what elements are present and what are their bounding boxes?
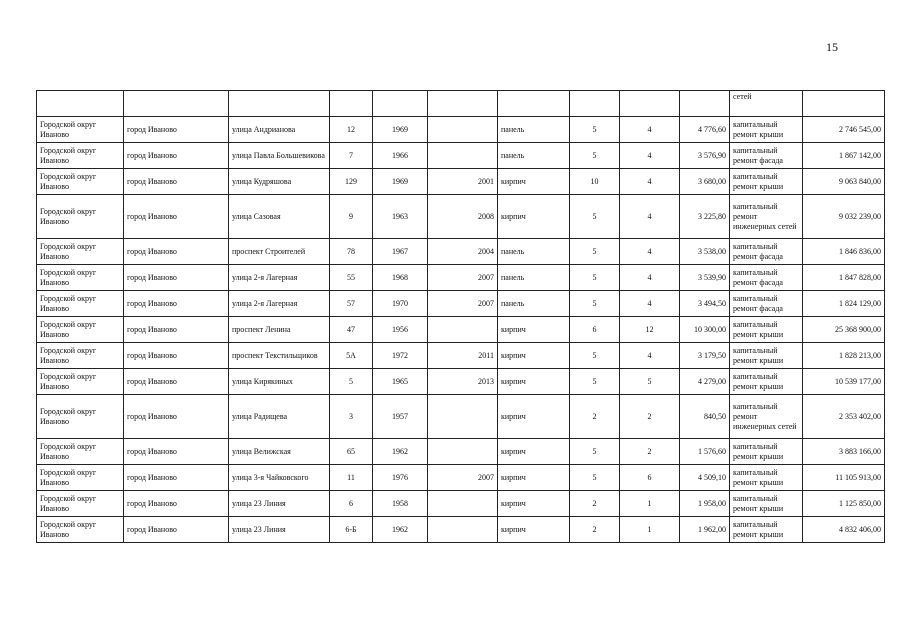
entrances-cell: 2 xyxy=(620,439,680,465)
floors-cell: 5 xyxy=(570,265,620,291)
entrances-cell: 4 xyxy=(620,143,680,169)
work-type-cell: капитальный ремонт крыши xyxy=(730,439,803,465)
street-cell: улица Кудряшова xyxy=(229,169,330,195)
reconstruction-year-cell xyxy=(428,491,498,517)
work-type-cell: капитальный ремонт фасада xyxy=(730,143,803,169)
table-row xyxy=(37,465,885,491)
area-cell: 4 279,00 xyxy=(680,369,730,395)
street-cell: улица 23 Линия xyxy=(229,491,330,517)
cost-cell: 1 125 850,00 xyxy=(803,491,885,517)
table-row xyxy=(37,169,885,195)
area-cell: 3 179,50 xyxy=(680,343,730,369)
area-cell: 1 962,00 xyxy=(680,517,730,543)
cost-cell: 1 867 142,00 xyxy=(803,143,885,169)
house-number-cell: 47 xyxy=(330,317,373,343)
settlement-cell: город Иваново xyxy=(124,465,229,491)
cost-cell xyxy=(803,91,885,117)
wall-material-cell: кирпич xyxy=(498,343,570,369)
cost-cell: 4 832 406,00 xyxy=(803,517,885,543)
municipality-cell: Городской округ Иваново xyxy=(37,239,124,265)
table-row xyxy=(37,239,885,265)
cost-cell: 3 883 166,00 xyxy=(803,439,885,465)
street-cell: улица 2-я Лагерная xyxy=(229,265,330,291)
settlement-cell: город Иваново xyxy=(124,143,229,169)
table-row xyxy=(37,491,885,517)
municipality-cell: Городской округ Иваново xyxy=(37,517,124,543)
wall-material-cell: кирпич xyxy=(498,465,570,491)
table-row xyxy=(37,265,885,291)
built-year-cell: 1958 xyxy=(373,491,428,517)
work-type-cell: капитальный ремонт фасада xyxy=(730,291,803,317)
work-type-cell: капитальный ремонт фасада xyxy=(730,239,803,265)
reconstruction-year-cell: 2001 xyxy=(428,169,498,195)
house-number-cell: 55 xyxy=(330,265,373,291)
entrances-cell: 1 xyxy=(620,491,680,517)
wall-material-cell: панель xyxy=(498,265,570,291)
cost-cell: 10 539 177,00 xyxy=(803,369,885,395)
area-cell: 3 494,50 xyxy=(680,291,730,317)
municipality-cell: Городской округ Иваново xyxy=(37,491,124,517)
entrances-cell: 4 xyxy=(620,195,680,239)
reconstruction-year-cell xyxy=(428,117,498,143)
floors-cell: 5 xyxy=(570,143,620,169)
floors-cell: 2 xyxy=(570,395,620,439)
area-cell: 3 225,80 xyxy=(680,195,730,239)
built-year-cell: 1969 xyxy=(373,117,428,143)
street-cell: улица 3-я Чайковского xyxy=(229,465,330,491)
built-year-cell: 1963 xyxy=(373,195,428,239)
floors-cell: 6 xyxy=(570,317,620,343)
cost-cell: 1 828 213,00 xyxy=(803,343,885,369)
work-type-cell: капитальный ремонт фасада xyxy=(730,265,803,291)
settlement-cell: город Иваново xyxy=(124,395,229,439)
area-cell: 3 539,90 xyxy=(680,265,730,291)
work-type-cell: капитальный ремонт крыши xyxy=(730,117,803,143)
area-cell: 840,50 xyxy=(680,395,730,439)
work-type-cell: капитальный ремонт крыши xyxy=(730,465,803,491)
entrances-cell xyxy=(620,91,680,117)
floors-cell: 5 xyxy=(570,465,620,491)
wall-material-cell: панель xyxy=(498,291,570,317)
continuation-row xyxy=(37,91,885,117)
floors-cell: 2 xyxy=(570,491,620,517)
floors-cell: 5 xyxy=(570,291,620,317)
built-year-cell: 1967 xyxy=(373,239,428,265)
work-type-cell: капитальный ремонт инженерных сетей xyxy=(730,195,803,239)
floors-cell: 5 xyxy=(570,343,620,369)
reconstruction-year-cell xyxy=(428,91,498,117)
settlement-cell: город Иваново xyxy=(124,169,229,195)
work-type-cell: капитальный ремонт крыши xyxy=(730,343,803,369)
work-type-cell: сетей xyxy=(730,91,803,117)
reconstruction-year-cell xyxy=(428,395,498,439)
cost-cell: 1 824 129,00 xyxy=(803,291,885,317)
municipality-cell: Городской округ Иваново xyxy=(37,369,124,395)
cost-cell: 9 032 239,00 xyxy=(803,195,885,239)
work-type-cell: капитальный ремонт крыши xyxy=(730,169,803,195)
municipality-cell: Городской округ Иваново xyxy=(37,169,124,195)
house-number-cell: 65 xyxy=(330,439,373,465)
municipality-cell: Городской округ Иваново xyxy=(37,195,124,239)
floors-cell: 5 xyxy=(570,117,620,143)
municipality-cell xyxy=(37,91,124,117)
entrances-cell: 6 xyxy=(620,465,680,491)
built-year-cell: 1956 xyxy=(373,317,428,343)
work-type-cell: капитальный ремонт крыши xyxy=(730,517,803,543)
wall-material-cell: панель xyxy=(498,117,570,143)
street-cell: улица 2-я Лагерная xyxy=(229,291,330,317)
municipality-cell: Городской округ Иваново xyxy=(37,117,124,143)
house-number-cell: 3 xyxy=(330,395,373,439)
house-number-cell: 57 xyxy=(330,291,373,317)
settlement-cell: город Иваново xyxy=(124,439,229,465)
table-row xyxy=(37,343,885,369)
street-cell: улица Павла Большевикова xyxy=(229,143,330,169)
table-body xyxy=(37,91,885,543)
cost-cell: 9 063 840,00 xyxy=(803,169,885,195)
street-cell: проспект Текстильщиков xyxy=(229,343,330,369)
entrances-cell: 4 xyxy=(620,169,680,195)
cost-cell: 2 353 402,00 xyxy=(803,395,885,439)
municipality-cell: Городской округ Иваново xyxy=(37,143,124,169)
reconstruction-year-cell xyxy=(428,143,498,169)
wall-material-cell: кирпич xyxy=(498,317,570,343)
house-number-cell: 6 xyxy=(330,491,373,517)
cost-cell: 1 847 828,00 xyxy=(803,265,885,291)
table-row xyxy=(37,317,885,343)
settlement-cell: город Иваново xyxy=(124,291,229,317)
reconstruction-year-cell: 2004 xyxy=(428,239,498,265)
built-year-cell: 1962 xyxy=(373,439,428,465)
area-cell: 3 576,90 xyxy=(680,143,730,169)
built-year-cell: 1966 xyxy=(373,143,428,169)
wall-material-cell xyxy=(498,91,570,117)
house-number-cell: 6-Б xyxy=(330,517,373,543)
entrances-cell: 5 xyxy=(620,369,680,395)
area-cell: 3 538,00 xyxy=(680,239,730,265)
built-year-cell: 1972 xyxy=(373,343,428,369)
cost-cell: 25 368 900,00 xyxy=(803,317,885,343)
table-row xyxy=(37,195,885,239)
house-number-cell: 78 xyxy=(330,239,373,265)
wall-material-cell: кирпич xyxy=(498,395,570,439)
street-cell: проспект Ленина xyxy=(229,317,330,343)
wall-material-cell: панель xyxy=(498,239,570,265)
built-year-cell: 1968 xyxy=(373,265,428,291)
wall-material-cell: кирпич xyxy=(498,169,570,195)
house-number-cell: 5А xyxy=(330,343,373,369)
housing-repair-table xyxy=(36,90,885,543)
table-row xyxy=(37,395,885,439)
area-cell: 1 576,60 xyxy=(680,439,730,465)
settlement-cell: город Иваново xyxy=(124,491,229,517)
floors-cell: 5 xyxy=(570,239,620,265)
built-year-cell xyxy=(373,91,428,117)
wall-material-cell: кирпич xyxy=(498,517,570,543)
reconstruction-year-cell: 2011 xyxy=(428,343,498,369)
house-number-cell xyxy=(330,91,373,117)
entrances-cell: 1 xyxy=(620,517,680,543)
built-year-cell: 1976 xyxy=(373,465,428,491)
settlement-cell xyxy=(124,91,229,117)
street-cell: проспект Строителей xyxy=(229,239,330,265)
municipality-cell: Городской округ Иваново xyxy=(37,291,124,317)
floors-cell: 5 xyxy=(570,439,620,465)
reconstruction-year-cell: 2007 xyxy=(428,465,498,491)
settlement-cell: город Иваново xyxy=(124,317,229,343)
reconstruction-year-cell xyxy=(428,439,498,465)
wall-material-cell: кирпич xyxy=(498,369,570,395)
floors-cell xyxy=(570,91,620,117)
wall-material-cell: кирпич xyxy=(498,195,570,239)
settlement-cell: город Иваново xyxy=(124,239,229,265)
municipality-cell: Городской округ Иваново xyxy=(37,343,124,369)
settlement-cell: город Иваново xyxy=(124,343,229,369)
settlement-cell: город Иваново xyxy=(124,265,229,291)
built-year-cell: 1962 xyxy=(373,517,428,543)
reconstruction-year-cell xyxy=(428,517,498,543)
work-type-cell: капитальный ремонт крыши xyxy=(730,369,803,395)
table-row xyxy=(37,117,885,143)
house-number-cell: 129 xyxy=(330,169,373,195)
entrances-cell: 12 xyxy=(620,317,680,343)
municipality-cell: Городской округ Иваново xyxy=(37,465,124,491)
table-row xyxy=(37,143,885,169)
built-year-cell: 1957 xyxy=(373,395,428,439)
reconstruction-year-cell: 2007 xyxy=(428,265,498,291)
street-cell: улица Кирякиных xyxy=(229,369,330,395)
municipality-cell: Городской округ Иваново xyxy=(37,439,124,465)
area-cell: 10 300,00 xyxy=(680,317,730,343)
work-type-cell: капитальный ремонт крыши xyxy=(730,491,803,517)
cost-cell: 2 746 545,00 xyxy=(803,117,885,143)
reconstruction-year-cell: 2008 xyxy=(428,195,498,239)
settlement-cell: город Иваново xyxy=(124,117,229,143)
floors-cell: 5 xyxy=(570,369,620,395)
entrances-cell: 4 xyxy=(620,117,680,143)
settlement-cell: город Иваново xyxy=(124,369,229,395)
entrances-cell: 4 xyxy=(620,343,680,369)
house-number-cell: 7 xyxy=(330,143,373,169)
municipality-cell: Городской округ Иваново xyxy=(37,265,124,291)
street-cell: улица Велижская xyxy=(229,439,330,465)
house-number-cell: 9 xyxy=(330,195,373,239)
house-number-cell: 12 xyxy=(330,117,373,143)
reconstruction-year-cell: 2007 xyxy=(428,291,498,317)
entrances-cell: 4 xyxy=(620,265,680,291)
wall-material-cell: кирпич xyxy=(498,439,570,465)
floors-cell: 2 xyxy=(570,517,620,543)
reconstruction-year-cell xyxy=(428,317,498,343)
floors-cell: 10 xyxy=(570,169,620,195)
street-cell: улица Радищева xyxy=(229,395,330,439)
cost-cell: 11 105 913,00 xyxy=(803,465,885,491)
cost-cell: 1 846 836,00 xyxy=(803,239,885,265)
municipality-cell: Городской округ Иваново xyxy=(37,395,124,439)
reconstruction-year-cell: 2013 xyxy=(428,369,498,395)
table-row xyxy=(37,291,885,317)
work-type-cell: капитальный ремонт инженерных сетей xyxy=(730,395,803,439)
settlement-cell: город Иваново xyxy=(124,517,229,543)
area-cell: 3 680,00 xyxy=(680,169,730,195)
street-cell xyxy=(229,91,330,117)
municipality-cell: Городской округ Иваново xyxy=(37,317,124,343)
street-cell: улица Андрианова xyxy=(229,117,330,143)
house-number-cell: 5 xyxy=(330,369,373,395)
area-cell: 1 958,00 xyxy=(680,491,730,517)
street-cell: улица Сазовая xyxy=(229,195,330,239)
entrances-cell: 4 xyxy=(620,239,680,265)
street-cell: улица 23 Линия xyxy=(229,517,330,543)
table-row xyxy=(37,439,885,465)
table-row xyxy=(37,369,885,395)
entrances-cell: 2 xyxy=(620,395,680,439)
wall-material-cell: панель xyxy=(498,143,570,169)
table-row xyxy=(37,517,885,543)
work-type-cell: капитальный ремонт крыши xyxy=(730,317,803,343)
house-number-cell: 11 xyxy=(330,465,373,491)
wall-material-cell: кирпич xyxy=(498,491,570,517)
built-year-cell: 1965 xyxy=(373,369,428,395)
area-cell: 4 776,60 xyxy=(680,117,730,143)
area-cell xyxy=(680,91,730,117)
entrances-cell: 4 xyxy=(620,291,680,317)
built-year-cell: 1970 xyxy=(373,291,428,317)
built-year-cell: 1969 xyxy=(373,169,428,195)
area-cell: 4 509,10 xyxy=(680,465,730,491)
settlement-cell: город Иваново xyxy=(124,195,229,239)
page-number: 15 xyxy=(826,40,838,54)
floors-cell: 5 xyxy=(570,195,620,239)
